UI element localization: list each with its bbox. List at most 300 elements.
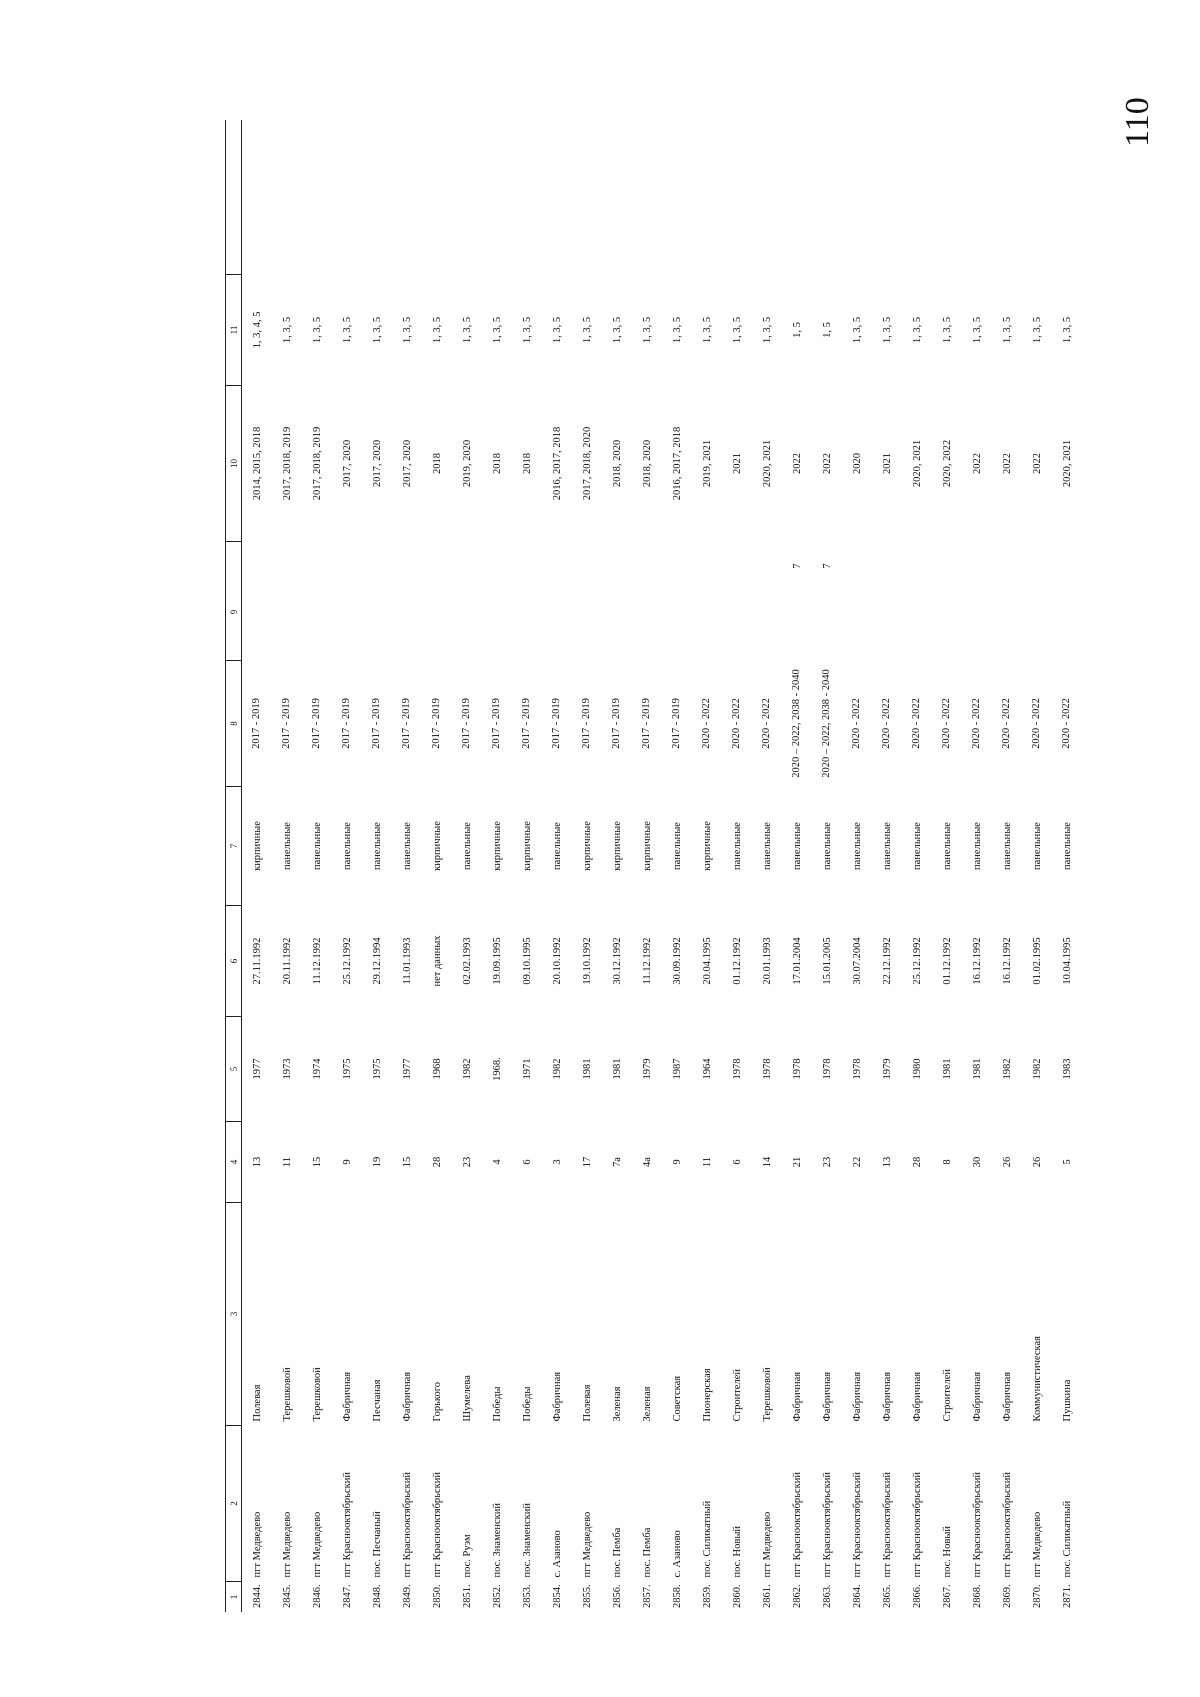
table-row <box>602 120 632 1612</box>
wall-material-cell: кирпичные <box>581 821 593 871</box>
codes-cell: 1, 3, 5 <box>281 316 293 344</box>
table-row <box>662 120 692 1612</box>
street-cell: Пионерская <box>701 1368 713 1422</box>
period-cell: 2020 - 2022 <box>701 698 712 749</box>
wall-material-cell: кирпичные <box>251 821 263 871</box>
years-cell: 2016, 2017, 2018 <box>551 426 563 501</box>
build-year-cell: 1975 <box>371 1058 383 1080</box>
years-cell: 2017, 2018, 2019 <box>281 426 293 501</box>
period-cell: 2017 - 2019 <box>641 698 652 749</box>
row-number: 2858. <box>671 1584 683 1608</box>
period-cell: 2017 - 2019 <box>371 698 382 749</box>
date-cell: 16.12.1992 <box>971 937 983 985</box>
row-number: 2865. <box>881 1584 893 1608</box>
table-row <box>902 120 932 1612</box>
column-9-cell <box>902 542 932 661</box>
build-year-cell: 1978 <box>731 1058 743 1080</box>
build-year-cell: 1977 <box>401 1058 413 1080</box>
table-row <box>272 120 302 1612</box>
house-number-cell: 22 <box>851 1156 863 1168</box>
period-cell: 2020 - 2022 <box>971 698 982 749</box>
row-number: 2863. <box>821 1584 833 1608</box>
table-row <box>512 120 542 1612</box>
house-number-cell: 7а <box>611 1157 623 1167</box>
period-cell: 2017 - 2019 <box>671 698 682 749</box>
build-year-cell: 1971 <box>521 1058 533 1080</box>
period-cell: 2020 - 2022 <box>881 698 892 749</box>
wall-material-cell: кирпичные <box>431 821 443 871</box>
house-number-cell: 4а <box>641 1157 653 1167</box>
wall-material-cell: панельные <box>311 822 323 870</box>
street-cell: Победы <box>491 1386 503 1422</box>
codes-cell: 1, 3, 5 <box>761 316 773 344</box>
house-number-cell: 4 <box>491 1159 503 1165</box>
years-cell: 2022 <box>1001 453 1013 474</box>
column-header: 10 <box>226 386 242 542</box>
column-9-cell <box>362 542 392 661</box>
row-number: 2852. <box>491 1584 503 1608</box>
house-number-cell: 15 <box>311 1156 323 1168</box>
date-cell: 17.01.2004 <box>791 937 803 985</box>
column-9-cell <box>872 542 902 661</box>
years-cell: 2020, 2021 <box>1061 439 1073 488</box>
column-9-cell <box>332 542 362 661</box>
wall-material-cell: панельные <box>1061 822 1073 870</box>
build-year-cell: 1981 <box>611 1058 623 1080</box>
wall-material-cell: панельные <box>401 822 413 870</box>
years-cell: 2020, 2022 <box>941 439 953 488</box>
street-cell: Фабричная <box>881 1371 893 1422</box>
build-year-cell: 1982 <box>461 1058 473 1080</box>
years-cell: 2018 <box>521 453 533 474</box>
house-number-cell: 11 <box>281 1156 293 1168</box>
street-cell: Фабричная <box>971 1371 983 1422</box>
build-year-cell: 1978 <box>851 1058 863 1080</box>
period-cell: 2020 - 2022 <box>941 698 952 749</box>
street-cell: Зеленая <box>641 1386 653 1422</box>
build-year-cell: 1974 <box>311 1058 323 1080</box>
wall-material-cell: кирпичные <box>491 821 503 871</box>
settlement-cell: пгт Медведево <box>311 1511 323 1578</box>
date-cell: 11.12.1992 <box>641 937 653 985</box>
street-cell: Терешковой <box>311 1367 323 1422</box>
street-cell: Полевая <box>581 1384 593 1422</box>
settlement-cell: пгт Краснооктябрьский <box>341 1472 353 1578</box>
build-year-cell: 1982 <box>1001 1058 1013 1080</box>
column-9-cell <box>1052 542 1082 661</box>
column-header: 5 <box>226 1017 242 1122</box>
date-cell: 20.04.1995 <box>701 937 713 985</box>
row-number: 2868. <box>971 1584 983 1608</box>
house-number-cell: 13 <box>251 1156 263 1168</box>
house-number-cell: 28 <box>911 1156 923 1168</box>
date-cell: 02.02.1993 <box>461 937 473 985</box>
row-number: 2860. <box>731 1584 743 1608</box>
house-number-cell: 23 <box>461 1156 473 1168</box>
settlement-cell: пгт Краснооктябрьский <box>881 1472 893 1578</box>
settlement-cell: пгт Медведево <box>281 1511 293 1578</box>
house-number-cell: 30 <box>971 1156 983 1168</box>
table-row <box>542 120 572 1612</box>
settlement-cell: пгт Краснооктябрьский <box>911 1472 923 1578</box>
table-row <box>332 120 362 1612</box>
column-header: 2 <box>226 1426 242 1582</box>
period-cell: 2020 - 2022 <box>851 698 862 749</box>
wall-material-cell: панельные <box>761 822 773 870</box>
table-row <box>632 120 662 1612</box>
codes-cell: 1, 3, 4, 5 <box>251 311 263 349</box>
date-cell: 09.10.1995 <box>521 937 533 985</box>
codes-cell: 1, 3, 5 <box>971 316 983 344</box>
codes-cell: 1, 3, 5 <box>491 316 503 344</box>
codes-cell: 1, 5 <box>821 322 833 338</box>
wall-material-cell: панельные <box>1001 822 1013 870</box>
column-9-cell <box>692 542 722 661</box>
column-9-cell <box>602 542 632 661</box>
build-year-cell: 1987 <box>671 1058 683 1080</box>
years-cell: 2017, 2020 <box>371 439 383 488</box>
years-cell: 2022 <box>821 453 833 474</box>
wall-material-cell: панельные <box>281 822 293 870</box>
table-row <box>752 120 782 1612</box>
settlement-cell: пос. Пемба <box>611 1527 623 1578</box>
row-number: 2851. <box>461 1584 473 1608</box>
codes-cell: 1, 3, 5 <box>671 316 683 344</box>
settlement-cell: пгт Медведево <box>761 1511 773 1578</box>
build-year-cell: 1968 <box>431 1058 443 1080</box>
build-year-cell: 1981 <box>941 1058 953 1080</box>
house-number-cell: 6 <box>731 1159 743 1165</box>
years-cell: 2014, 2015, 2018 <box>251 426 263 501</box>
settlement-cell: пгт Медведево <box>1031 1511 1043 1578</box>
build-year-cell: 1981 <box>971 1058 983 1080</box>
codes-cell: 1, 3, 5 <box>611 316 623 344</box>
build-year-cell: 1978 <box>821 1058 833 1080</box>
codes-cell: 1, 5 <box>791 322 803 338</box>
codes-cell: 1, 3, 5 <box>371 316 383 344</box>
column-header: 3 <box>226 1203 242 1426</box>
codes-cell: 1, 3, 5 <box>551 316 563 344</box>
period-cell: 2017 - 2019 <box>431 698 442 749</box>
settlement-cell: пос. Руэм <box>461 1534 473 1578</box>
table-row <box>242 120 273 1612</box>
date-cell: 20.01.1993 <box>761 937 773 985</box>
period-cell: 2017 - 2019 <box>611 698 622 749</box>
years-cell: 2022 <box>971 453 983 474</box>
period-cell: 2017 - 2019 <box>281 698 292 749</box>
column-9-cell <box>302 542 332 661</box>
codes-cell: 1, 3, 5 <box>311 316 323 344</box>
column-9-cell <box>572 542 602 661</box>
table-row <box>962 120 992 1612</box>
row-number: 2866. <box>911 1584 923 1608</box>
period-cell: 2020 - 2022 <box>911 698 922 749</box>
street-cell: Строителей <box>731 1369 743 1422</box>
column-9-cell <box>992 542 1022 661</box>
house-number-cell: 14 <box>761 1156 773 1168</box>
row-number: 2856. <box>611 1584 623 1608</box>
period-cell: 2017 - 2019 <box>401 698 412 749</box>
wall-material-cell: панельные <box>461 822 473 870</box>
period-cell: 2017 - 2019 <box>581 698 592 749</box>
table-row <box>692 120 722 1612</box>
years-cell: 2020, 2021 <box>911 439 923 488</box>
table-row <box>572 120 602 1612</box>
settlement-cell: пгт Краснооктябрьский <box>431 1472 443 1578</box>
period-cell: 2020 - 2022 <box>1001 698 1012 749</box>
wall-material-cell: панельные <box>941 822 953 870</box>
house-number-cell: 21 <box>791 1156 803 1168</box>
settlement-cell: пос. Силикатный <box>1061 1500 1073 1578</box>
house-number-cell: 9 <box>341 1159 353 1165</box>
build-year-cell: 1975 <box>341 1058 353 1080</box>
codes-cell: 1, 3, 5 <box>731 316 743 344</box>
row-number: 2854. <box>551 1584 563 1608</box>
row-number: 2844. <box>251 1584 263 1608</box>
codes-cell: 1, 3, 5 <box>701 316 713 344</box>
wall-material-cell: панельные <box>341 822 353 870</box>
column-9-cell <box>662 542 692 661</box>
wall-material-cell: панельные <box>791 822 803 870</box>
house-number-cell: 3 <box>551 1159 563 1165</box>
column-9-cell <box>272 542 302 661</box>
row-number: 2870. <box>1031 1584 1043 1608</box>
years-cell: 2017, 2020 <box>341 439 353 488</box>
period-cell: 2017 - 2019 <box>521 698 532 749</box>
settlement-cell: с. Азаново <box>551 1530 563 1578</box>
codes-cell: 1, 3, 5 <box>1001 316 1013 344</box>
date-cell: 19.10.1992 <box>581 937 593 985</box>
house-number-cell: 26 <box>1001 1156 1013 1168</box>
date-cell: 25.12.1992 <box>341 937 353 985</box>
table-row <box>1052 120 1082 1612</box>
row-number: 2847. <box>341 1584 353 1608</box>
date-cell: 25.12.1992 <box>911 937 923 985</box>
settlement-cell: пгт Краснооктябрьский <box>851 1472 863 1578</box>
row-number: 2848. <box>371 1584 383 1608</box>
codes-cell: 1, 3, 5 <box>431 316 443 344</box>
wall-material-cell: панельные <box>971 822 983 870</box>
date-cell: 22.12.1992 <box>881 937 893 985</box>
date-cell: 30.12.1992 <box>611 937 623 985</box>
build-year-cell: 1979 <box>881 1058 893 1080</box>
row-number: 2864. <box>851 1584 863 1608</box>
column-9-cell <box>482 542 512 661</box>
column-9-cell <box>512 542 542 661</box>
years-cell: 2017, 2020 <box>401 439 413 488</box>
years-cell: 2018 <box>491 453 503 474</box>
column-header: 11 <box>226 275 242 386</box>
period-cell: 2017 - 2019 <box>251 698 262 749</box>
codes-cell: 1, 3, 5 <box>1031 316 1043 344</box>
row-number: 2846. <box>311 1584 323 1608</box>
table-row <box>932 120 962 1612</box>
build-year-cell: 1983 <box>1061 1058 1073 1080</box>
period-cell: 2020 - 2022 <box>1031 698 1042 749</box>
wall-material-cell: кирпичные <box>641 821 653 871</box>
codes-cell: 1, 3, 5 <box>1061 316 1073 344</box>
column-header: 1 <box>226 1582 242 1613</box>
date-cell: 01.02.1995 <box>1031 937 1043 985</box>
build-year-cell: 1973 <box>281 1058 293 1080</box>
street-cell: Советская <box>671 1375 683 1422</box>
row-number: 2850. <box>431 1584 443 1608</box>
date-cell: 27.11.1992 <box>251 937 263 985</box>
wall-material-cell: кирпичные <box>701 821 713 871</box>
street-cell: Шумелева <box>461 1375 473 1422</box>
years-cell: 2020, 2021 <box>761 439 773 488</box>
column-9-cell <box>722 542 752 661</box>
table-row <box>482 120 512 1612</box>
column-9-cell <box>452 542 482 661</box>
build-year-cell: 1982 <box>1031 1058 1043 1080</box>
years-cell: 2019, 2020 <box>461 439 473 488</box>
column-9-cell <box>542 542 572 661</box>
column-header: 4 <box>226 1122 242 1203</box>
years-cell: 2018, 2020 <box>641 439 653 488</box>
street-cell: Строителей <box>941 1369 953 1422</box>
table-row <box>362 120 392 1612</box>
street-cell: Зеленая <box>611 1386 623 1422</box>
date-cell: 01.12.1992 <box>731 937 743 985</box>
column-header: 6 <box>226 906 242 1017</box>
table-row <box>812 120 842 1612</box>
period-cell: 2017 - 2019 <box>341 698 352 749</box>
column-9-cell: 7 <box>791 563 803 569</box>
years-cell: 2022 <box>1031 453 1043 474</box>
date-cell: нет данных <box>431 935 443 987</box>
street-cell: Терешковой <box>281 1367 293 1422</box>
house-number-cell: 23 <box>821 1156 833 1168</box>
street-cell: Победы <box>521 1386 533 1422</box>
house-number-cell: 19 <box>371 1156 383 1168</box>
build-year-cell: 1981 <box>581 1058 593 1080</box>
column-9-cell <box>1022 542 1052 661</box>
column-9-cell <box>932 542 962 661</box>
settlement-cell: пос. Новый <box>731 1525 743 1578</box>
column-header: 8 <box>226 661 242 787</box>
build-year-cell: 1978 <box>791 1058 803 1080</box>
table-row <box>782 120 812 1612</box>
years-cell: 2020 <box>851 453 863 474</box>
row-number: 2869. <box>1001 1584 1013 1608</box>
street-cell: Фабричная <box>551 1371 563 1422</box>
date-cell: 30.09.1992 <box>671 937 683 985</box>
period-cell: 2017 - 2019 <box>311 698 322 749</box>
table-body <box>242 120 1083 1612</box>
years-cell: 2018, 2020 <box>611 439 623 488</box>
date-cell: 11.12.1992 <box>311 937 323 985</box>
settlement-cell: пос. Знаменский <box>521 1502 533 1578</box>
street-cell: Фабричная <box>821 1371 833 1422</box>
row-number: 2849. <box>401 1584 413 1608</box>
build-year-cell: 1978 <box>761 1058 773 1080</box>
table-row <box>302 120 332 1612</box>
codes-cell: 1, 3, 5 <box>641 316 653 344</box>
table-row <box>842 120 872 1612</box>
years-cell: 2021 <box>731 453 743 474</box>
row-number: 2861. <box>761 1584 773 1608</box>
row-number: 2867. <box>941 1584 953 1608</box>
settlement-cell: пгт Медведево <box>581 1511 593 1578</box>
period-cell: 2017 - 2019 <box>461 698 472 749</box>
column-9-cell <box>632 542 662 661</box>
street-cell: Фабричная <box>401 1371 413 1422</box>
street-cell: Полевая <box>251 1384 263 1422</box>
period-cell: 2020 - 2022 <box>1061 698 1072 749</box>
column-header: 7 <box>226 787 242 906</box>
period-cell: 2017 - 2019 <box>491 698 502 749</box>
settlement-cell: пгт Краснооктябрьский <box>791 1472 803 1578</box>
period-cell: 2017 - 2019 <box>551 698 562 749</box>
codes-cell: 1, 3, 5 <box>851 316 863 344</box>
codes-cell: 1, 3, 5 <box>341 316 353 344</box>
wall-material-cell: панельные <box>731 822 743 870</box>
period-cell: 2020 – 2022, 2038 - 2040 <box>821 669 832 778</box>
street-cell: Фабричная <box>791 1371 803 1422</box>
settlement-cell: пос. Песчаный <box>371 1511 383 1578</box>
date-cell: 29.12.1994 <box>371 937 383 985</box>
house-number-cell: 11 <box>701 1156 713 1168</box>
build-year-cell: 1982 <box>551 1058 563 1080</box>
street-cell: Фабричная <box>851 1371 863 1422</box>
row-number: 2857. <box>641 1584 653 1608</box>
years-cell: 2016, 2017, 2018 <box>671 426 683 501</box>
table-row <box>452 120 482 1612</box>
house-number-cell: 28 <box>431 1156 443 1168</box>
codes-cell: 1, 3, 5 <box>911 316 923 344</box>
house-number-cell: 13 <box>881 1156 893 1168</box>
wall-material-cell: панельные <box>371 822 383 870</box>
rotated-table-container <box>225 120 1082 1612</box>
settlement-cell: пос. Пемба <box>641 1527 653 1578</box>
date-cell: 20.10.1992 <box>551 937 563 985</box>
house-number-cell: 17 <box>581 1156 593 1168</box>
codes-cell: 1, 3, 5 <box>521 316 533 344</box>
table-row <box>422 120 452 1612</box>
house-number-cell: 5 <box>1061 1159 1073 1165</box>
years-cell: 2021 <box>881 453 893 474</box>
wall-material-cell: панельные <box>881 822 893 870</box>
house-number-cell: 8 <box>941 1159 953 1165</box>
years-cell: 2017, 2018, 2019 <box>311 426 323 501</box>
date-cell: 30.07.2004 <box>851 937 863 985</box>
settlement-cell: пос. Знаменский <box>491 1502 503 1578</box>
table-row <box>992 120 1022 1612</box>
settlement-cell: пос. Силикатный <box>701 1500 713 1578</box>
settlement-cell: пгт Краснооктябрьский <box>401 1472 413 1578</box>
row-number: 2855. <box>581 1584 593 1608</box>
wall-material-cell: панельные <box>671 822 683 870</box>
wall-material-cell: панельные <box>1031 822 1043 870</box>
wall-material-cell: панельные <box>851 822 863 870</box>
settlement-cell: пгт Краснооктябрьский <box>971 1472 983 1578</box>
date-cell: 10.04.1995 <box>1061 937 1073 985</box>
table-row <box>392 120 422 1612</box>
street-cell: Горького <box>431 1381 443 1422</box>
codes-cell: 1, 3, 5 <box>941 316 953 344</box>
table-row <box>1022 120 1052 1612</box>
build-year-cell: 1977 <box>251 1058 263 1080</box>
settlement-cell: пос. Новый <box>941 1525 953 1578</box>
house-number-cell: 9 <box>671 1159 683 1165</box>
period-cell: 2020 – 2022, 2038 - 2040 <box>791 669 802 778</box>
build-year-cell: 1968. <box>491 1057 503 1081</box>
street-cell: Фабричная <box>911 1371 923 1422</box>
settlement-cell: пгт Краснооктябрьский <box>1001 1472 1013 1578</box>
years-cell: 2022 <box>791 453 803 474</box>
column-9-cell <box>752 542 782 661</box>
